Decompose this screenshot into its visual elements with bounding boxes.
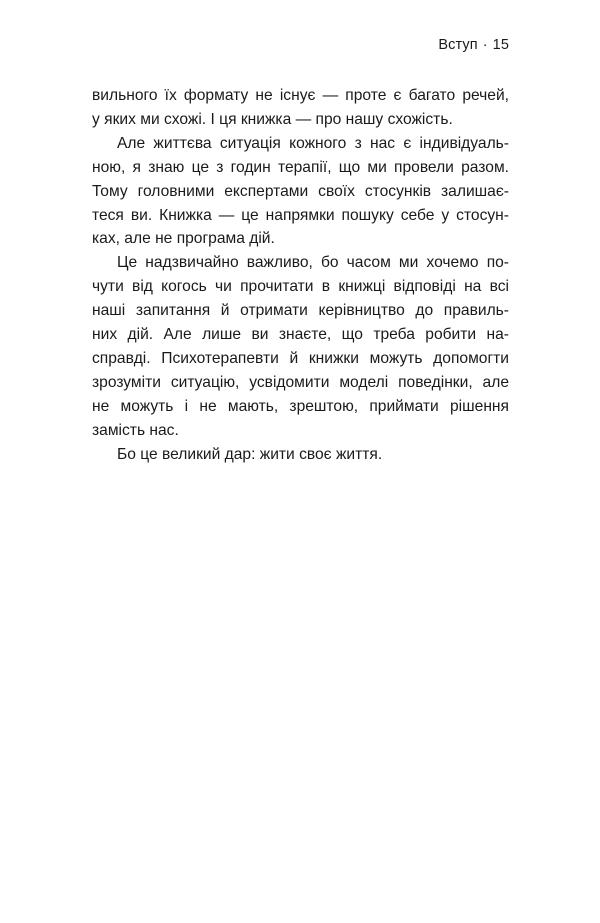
header-separator: · [482,37,488,53]
text-line: замість нас. [92,421,179,439]
text-line: справді. Психотерапевти й книжки можуть допомогти [92,349,509,367]
text-line: вильного їх формату не існує — проте є багато речей, [92,87,509,104]
running-header [438,36,509,54]
paragraph [92,443,509,467]
text-line: Це надзвичайно важливо, бо часом ми хочемо по- [117,254,509,272]
text-line: них дій. Але лише ви знаєте, що треба робити на- [92,326,509,344]
body-text [92,84,509,467]
text-line: Бо це великий дар: жити своє життя. [117,445,383,463]
paragraph [92,251,509,442]
page-number: 15 [492,37,509,53]
text-line: чути від когось чи прочитати в книжці відповіді на всі [92,278,509,296]
text-line: ною, я знаю це з годин терапії, що ми провели разом. [92,158,509,176]
text-line: у яких ми схожі. І ця книжка — про нашу схожість. [92,110,453,128]
section-title: Вступ [438,37,478,53]
text-line: теся ви. Книжка — це напрямки пошуку себе у стосун- [92,206,509,224]
paragraph [92,132,509,252]
paragraph [92,84,509,132]
text-line: наші запитання й отримати керівництво до правиль- [92,302,509,320]
text-line: не можуть і не мають, зрештою, приймати рішення [92,397,509,415]
text-line: Тому головними експертами своїх стосунків залишає- [92,182,509,200]
text-line: ках, але не програма дій. [92,230,275,248]
text-line: зрозуміти ситуацію, усвідомити моделі поведінки, але [92,373,509,391]
text-line: Але життєва ситуація кожного з нас є індивідуаль- [117,134,509,152]
